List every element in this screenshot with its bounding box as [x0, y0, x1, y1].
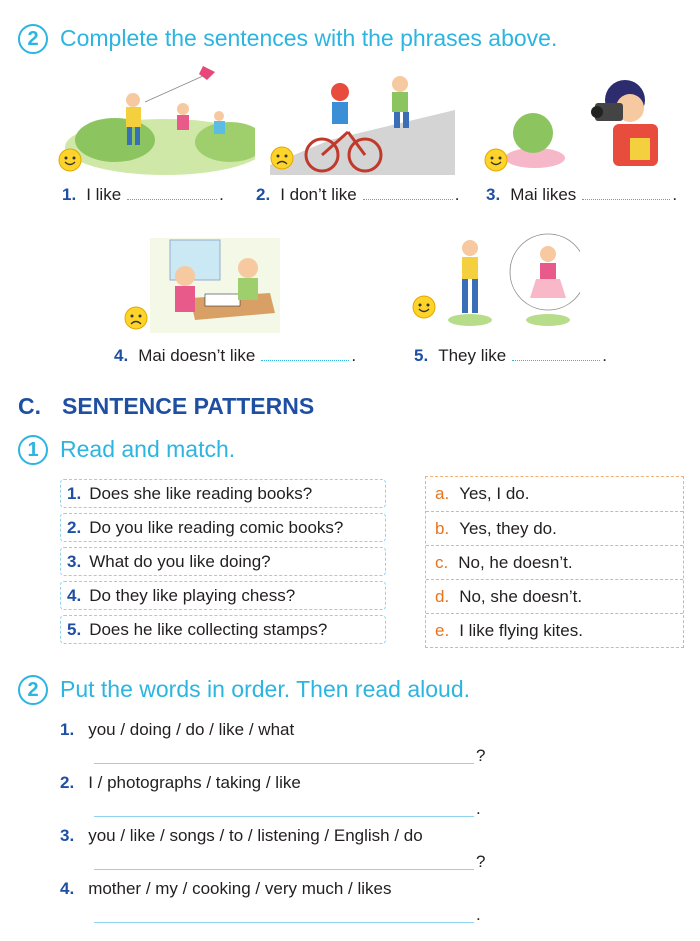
- question-number: 5.: [67, 620, 82, 639]
- match-question-3[interactable]: [60, 547, 386, 576]
- word-list: you / doing / do / like / what: [88, 720, 295, 739]
- answer-end-punctuation: ?: [476, 852, 486, 871]
- answer-end-punctuation: .: [476, 799, 481, 818]
- match-question-1[interactable]: [60, 479, 386, 508]
- item-number: 5.: [414, 346, 429, 365]
- answer-blank[interactable]: [127, 186, 217, 200]
- item-prefix: Mai likes: [510, 185, 577, 204]
- match-answer-d[interactable]: [426, 579, 683, 613]
- answer-blank[interactable]: [512, 347, 600, 361]
- sad-face-icon: [124, 306, 148, 330]
- item-number: 3.: [60, 826, 75, 845]
- taking-photos-picture: [495, 68, 680, 178]
- complete-item-2: [256, 185, 459, 205]
- cycling-picture: [270, 70, 455, 175]
- answer-letter: d.: [435, 587, 450, 606]
- match-answers-box: [425, 476, 684, 648]
- item-number: 1.: [62, 185, 77, 204]
- answer-blank[interactable]: [261, 347, 349, 361]
- question-number: 3.: [67, 552, 82, 571]
- word-list: you / like / songs / to / listening / English / do: [88, 826, 423, 845]
- smiley-face-icon: [484, 148, 508, 172]
- match-question-2[interactable]: [60, 513, 386, 542]
- answer-line[interactable]: [94, 763, 474, 764]
- answer-line[interactable]: [94, 922, 474, 923]
- skipping-rope-picture: [420, 232, 580, 330]
- match-question-4[interactable]: [60, 581, 386, 610]
- answer-letter: e.: [435, 621, 450, 640]
- item-end-punctuation: .: [351, 346, 357, 365]
- item-end-punctuation: .: [672, 185, 678, 204]
- section-title: SENTENCE PATTERNS: [62, 393, 315, 419]
- order-item-3: [60, 826, 423, 846]
- complete-item-5: [414, 346, 607, 366]
- question-number: 4.: [67, 586, 82, 605]
- section-heading: [18, 393, 314, 420]
- smiley-face-icon: [58, 148, 82, 172]
- item-number: 2.: [256, 185, 271, 204]
- item-prefix: They like: [438, 346, 507, 365]
- match-answer-b[interactable]: [426, 511, 683, 545]
- answer-text: No, he doesn’t.: [458, 553, 573, 572]
- item-prefix: I don’t like: [280, 185, 357, 204]
- item-prefix: Mai doesn’t like: [138, 346, 256, 365]
- item-number: 4.: [114, 346, 129, 365]
- question-text: Does she like reading books?: [89, 484, 313, 503]
- match-question-5[interactable]: [60, 615, 386, 644]
- sad-face-icon: [270, 146, 294, 170]
- answer-line[interactable]: [94, 816, 474, 817]
- item-end-punctuation: .: [454, 185, 460, 204]
- answer-blank[interactable]: [363, 186, 453, 200]
- answer-letter: c.: [435, 553, 449, 572]
- answer-letter: a.: [435, 484, 450, 503]
- match-answer-a[interactable]: [426, 477, 683, 511]
- item-number: 2.: [60, 773, 75, 792]
- order-item-2: [60, 773, 301, 793]
- question-text: Do they like playing chess?: [89, 586, 296, 605]
- item-number: 3.: [486, 185, 501, 204]
- question-number: 2.: [67, 518, 82, 537]
- answer-text: Yes, I do.: [459, 484, 530, 503]
- answer-text: Yes, they do.: [459, 519, 557, 538]
- question-text: Does he like collecting stamps?: [89, 620, 328, 639]
- item-number: 1.: [60, 720, 75, 739]
- question-number: 1.: [67, 484, 82, 503]
- smiley-face-icon: [412, 295, 436, 319]
- complete-item-1: [62, 185, 224, 205]
- exercise-instruction: Complete the sentences with the phrases above.: [60, 25, 558, 51]
- word-list: mother / my / cooking / very much / likes: [88, 879, 392, 898]
- exercise-number-badge: 2: [18, 675, 48, 705]
- answer-letter: b.: [435, 519, 450, 538]
- question-text: Do you like reading comic books?: [89, 518, 344, 537]
- order-item-4: [60, 879, 391, 899]
- item-number: 4.: [60, 879, 75, 898]
- complete-item-4: [114, 346, 356, 366]
- item-end-punctuation: .: [219, 185, 224, 204]
- kite-flying-picture: [55, 62, 255, 177]
- answer-text: I like flying kites.: [459, 621, 583, 640]
- item-prefix: I like: [86, 185, 122, 204]
- exercise-instruction: Read and match.: [60, 436, 236, 462]
- answer-text: No, she doesn’t.: [459, 587, 583, 606]
- answer-line[interactable]: [94, 869, 474, 870]
- order-item-1: [60, 720, 294, 740]
- answer-end-punctuation: ?: [476, 746, 486, 765]
- exercise-instruction: Put the words in order. Then read aloud.: [60, 676, 471, 702]
- question-text: What do you like doing?: [89, 552, 271, 571]
- answer-end-punctuation: .: [476, 905, 481, 924]
- playing-chess-picture: [150, 238, 280, 333]
- section-letter: C.: [18, 393, 41, 419]
- exercise-number-badge: 2: [18, 24, 48, 54]
- exercise-number-badge: 1: [18, 435, 48, 465]
- answer-blank[interactable]: [582, 186, 670, 200]
- word-list: I / photographs / taking / like: [88, 773, 301, 792]
- match-answer-c[interactable]: [426, 545, 683, 579]
- match-answer-e[interactable]: [426, 613, 683, 647]
- complete-item-3: [486, 185, 677, 205]
- item-end-punctuation: .: [602, 346, 607, 365]
